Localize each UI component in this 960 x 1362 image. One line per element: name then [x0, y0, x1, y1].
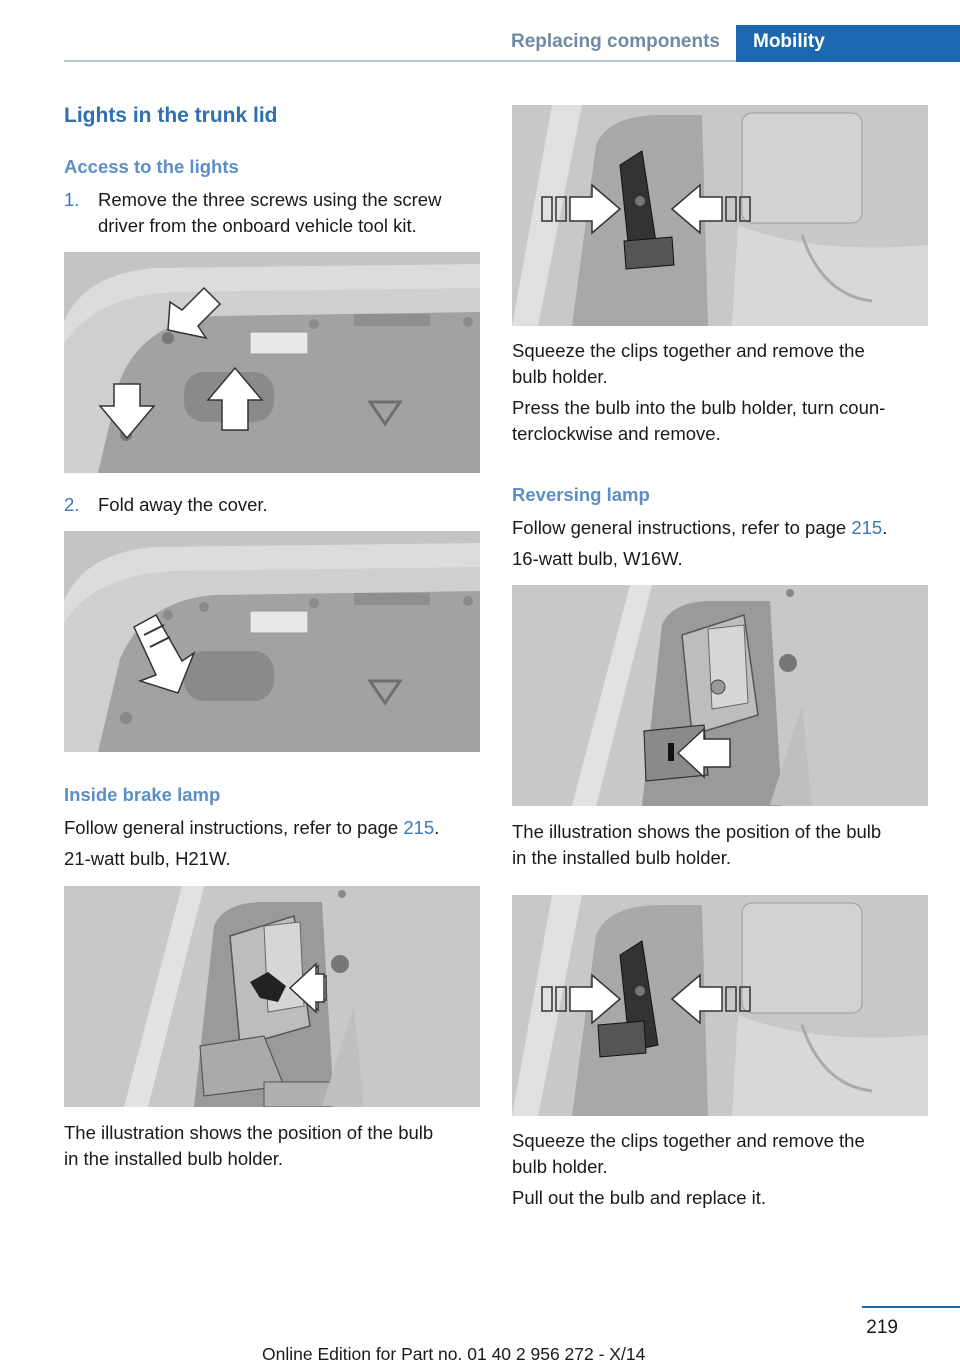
- trunk-lid-screws-illustration: [64, 252, 480, 473]
- page-link-215[interactable]: 215: [851, 517, 883, 538]
- header-section-title: Replacing components: [510, 31, 720, 52]
- fold-away-cover-illustration: [64, 531, 480, 752]
- reverse-follow-text: Follow general instructions, refer to page: [512, 517, 852, 538]
- squeeze-clips-illustration-2: [512, 895, 928, 1116]
- edition-footer: Online Edition for Part no. 01 40 2 956 272 - X/14: [262, 1344, 646, 1362]
- reverse-follow-period: .: [882, 517, 888, 538]
- step-1-line-2: driver from the onboard vehicle tool kit.: [98, 215, 417, 236]
- page-link-215[interactable]: 215: [403, 817, 435, 838]
- brake-caption-line-1: The illustration shows the position of the bulb: [64, 1122, 434, 1143]
- reverse-bulb-spec: 16-watt bulb, W16W.: [512, 548, 683, 569]
- brake-lamp-bulb-holder-illustration: [64, 886, 480, 1107]
- squeeze-2-line-2: bulb holder.: [512, 1156, 608, 1177]
- step-number: 2.: [64, 494, 80, 515]
- step-number: 1.: [64, 189, 80, 210]
- squeeze-1-line-2: bulb holder.: [512, 366, 608, 387]
- page-number-rule: [862, 1306, 960, 1308]
- reverse-caption-line-2: in the installed bulb holder.: [512, 847, 732, 868]
- reverse-follow-instructions: [512, 515, 887, 541]
- brake-follow-text: Follow general instructions, refer to page: [64, 817, 404, 838]
- brake-follow-period: .: [434, 817, 440, 838]
- access-heading: Access to the lights: [64, 156, 239, 177]
- reverse-caption-line-1: The illustration shows the position of the bulb: [512, 821, 882, 842]
- inside-brake-lamp-heading: Inside brake lamp: [64, 784, 221, 805]
- section-title: Lights in the trunk lid: [64, 104, 278, 127]
- squeeze-clips-illustration: [512, 105, 928, 326]
- reversing-lamp-heading: Reversing lamp: [512, 484, 650, 505]
- pull-out-bulb-text: Pull out the bulb and replace it.: [512, 1187, 767, 1208]
- page-number: 219: [866, 1317, 898, 1338]
- header-chapter-tab: Mobility: [736, 25, 960, 62]
- brake-follow-instructions: [64, 815, 439, 841]
- brake-bulb-spec: 21-watt bulb, H21W.: [64, 848, 231, 869]
- squeeze-1-line-1: Squeeze the clips together and remove the: [512, 340, 865, 361]
- squeeze-2-line-1: Squeeze the clips together and remove the: [512, 1130, 865, 1151]
- step-1-line-1: Remove the three screws using the screw: [98, 189, 442, 210]
- press-bulb-line-1: Press the bulb into the bulb holder, turn coun‐: [512, 397, 886, 418]
- press-bulb-line-2: terclockwise and remove.: [512, 423, 721, 444]
- reversing-lamp-bulb-holder-illustration: [512, 585, 928, 806]
- step-2-line-1: Fold away the cover.: [98, 494, 268, 515]
- brake-caption-line-2: in the installed bulb holder.: [64, 1148, 284, 1169]
